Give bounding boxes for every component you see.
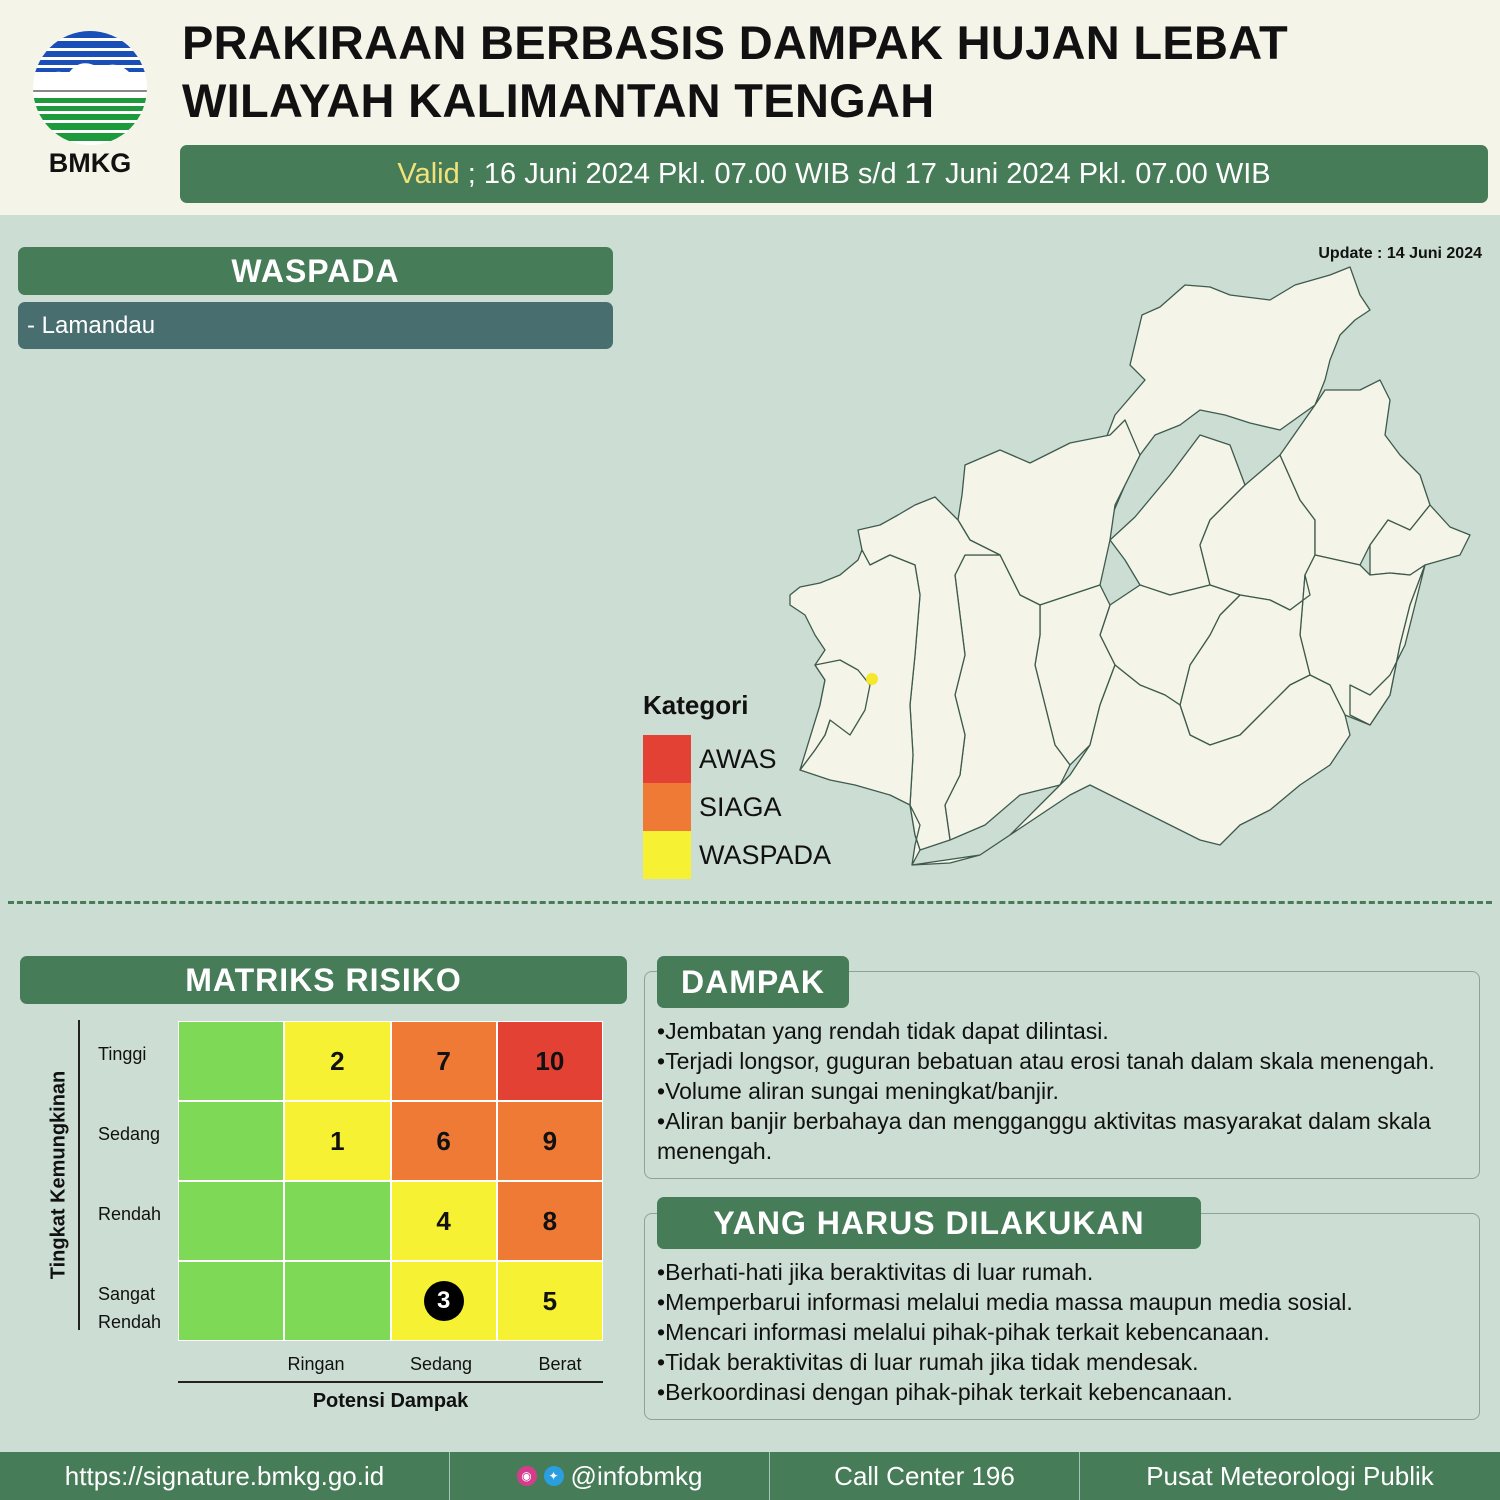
actions-heading: YANG HARUS DILAKUKAN	[657, 1197, 1201, 1249]
list-item: • Terjadi longsor, guguran bebatuan atau erosi tanah dalam skala menengah.	[657, 1046, 1472, 1076]
valid-range: ; 16 Juni 2024 Pkl. 07.00 WIB s/d 17 Juni 2024 Pkl. 07.00 WIB	[459, 158, 1271, 190]
valid-period-bar	[180, 145, 1488, 203]
matrix-cell	[285, 1182, 389, 1260]
legend-label: WASPADA	[699, 839, 832, 870]
matrix-cell: 1	[285, 1102, 389, 1180]
risk-matrix-grid	[178, 1021, 603, 1341]
waspada-region: - Lamandau	[27, 312, 156, 339]
list-item: • Mencari informasi melalui pihak-pihak terkait kebencanaan.	[657, 1317, 1472, 1347]
list-item: • Aliran banjir berbahaya dan mengganggu aktivitas masyarakat dalam skala menengah.	[657, 1106, 1472, 1166]
footer	[0, 1452, 1500, 1500]
x-axis-title: Potensi Dampak	[312, 1390, 469, 1412]
list-item: • Berhati-hati jika beraktivitas di luar rumah.	[657, 1257, 1472, 1287]
waspada-heading: WASPADA	[18, 247, 613, 295]
title-line-2: WILAYAH KALIMANTAN TENGAH	[182, 74, 935, 127]
footer-website-link[interactable]: https://signature.bmkg.go.id	[0, 1452, 450, 1500]
footer-org: Pusat Meteorologi Publik	[1146, 1461, 1434, 1491]
list-item: • Jembatan yang rendah tidak dapat dilintasi.	[657, 1016, 1472, 1046]
matrix-cell: 6	[392, 1102, 496, 1180]
legend-label: SIAGA	[699, 791, 782, 822]
y-label-sangat-rendah: Sangat Rendah	[98, 1284, 162, 1332]
legend-label: AWAS	[699, 743, 777, 774]
y-label-tinggi: Tinggi	[98, 1044, 147, 1064]
actions-list	[657, 1257, 1472, 1407]
list-item: • Berkoordinasi dengan pihak-pihak terkait kebencanaan.	[657, 1377, 1472, 1407]
legend-item	[643, 783, 831, 831]
page-title	[182, 14, 1288, 130]
list-item: • Memperbarui informasi melalui media massa maupun media sosial.	[657, 1287, 1472, 1317]
legend-item	[643, 831, 831, 879]
list-item: • Volume aliran sungai meningkat/banjir.	[657, 1076, 1472, 1106]
kalimantan-tengah-map	[770, 265, 1480, 870]
matrix-cell	[285, 1262, 389, 1340]
legend-swatch	[643, 735, 691, 783]
matrix-cell: 5	[498, 1262, 602, 1340]
section-divider	[8, 901, 1492, 904]
x-label-ringan: Ringan	[287, 1354, 345, 1374]
matrix-cell: 7	[392, 1022, 496, 1100]
dampak-list	[657, 1016, 1472, 1166]
matrix-cell: 4	[392, 1182, 496, 1260]
x-label-berat: Berat	[538, 1354, 582, 1374]
instagram-icon: ◉	[517, 1466, 537, 1486]
footer-call-center: Call Center 196	[770, 1452, 1080, 1500]
x-axis-line	[178, 1381, 603, 1383]
legend-swatch	[643, 783, 691, 831]
matrix-cell	[179, 1182, 283, 1260]
waspada-region-list	[18, 302, 613, 349]
y-axis-title: Tingkat Kemungkinan	[47, 1070, 70, 1280]
matrix-cell	[392, 1262, 496, 1340]
social-handle: @infobmkg	[570, 1461, 703, 1491]
y-axis-line	[78, 1020, 80, 1330]
matrix-cell: 10	[498, 1022, 602, 1100]
twitter-icon: ✦	[544, 1466, 564, 1486]
matrix-cell	[179, 1102, 283, 1180]
legend	[643, 690, 831, 879]
matrix-cell	[179, 1262, 283, 1340]
legend-swatch	[643, 831, 691, 879]
update-date: Update : 14 Juni 2024	[1318, 245, 1482, 262]
legend-title: Kategori	[643, 690, 749, 720]
matrix-cell: 9	[498, 1102, 602, 1180]
header	[0, 0, 1500, 215]
list-item: • Tidak beraktivitas di luar rumah jika tidak mendesak.	[657, 1347, 1472, 1377]
footer-social[interactable]	[450, 1452, 770, 1500]
title-line-1: PRAKIRAAN BERBASIS DAMPAK HUJAN LEBAT	[182, 16, 1289, 69]
y-label-sedang: Sedang	[98, 1124, 161, 1144]
selected-risk-marker: 3	[424, 1281, 464, 1321]
dampak-heading: DAMPAK	[657, 956, 849, 1008]
legend-item	[643, 735, 831, 783]
matrix-heading: MATRIKS RISIKO	[20, 956, 627, 1004]
logo-text: BMKG	[48, 148, 132, 178]
matrix-cell	[179, 1022, 283, 1100]
valid-label: Valid	[397, 158, 460, 190]
lamandau-warning-marker	[866, 673, 878, 685]
matrix-cell: 2	[285, 1022, 389, 1100]
matrix-cell: 8	[498, 1182, 602, 1260]
y-label-rendah: Rendah	[98, 1204, 162, 1224]
x-label-sedang: Sedang	[409, 1354, 473, 1374]
